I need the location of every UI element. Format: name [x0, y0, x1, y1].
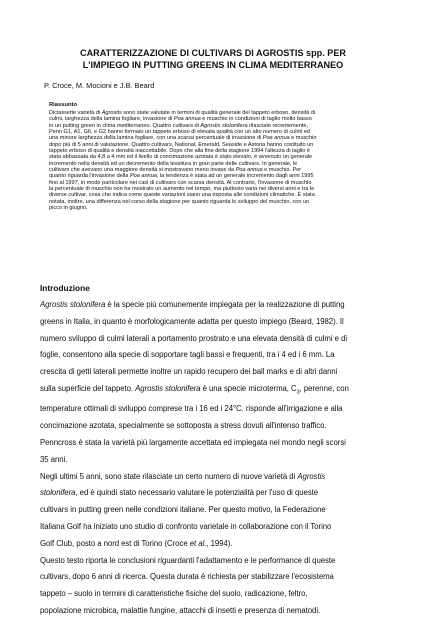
body-line: tappeto – suolo in termini di caratteristiche fisiche del suolo, radicazione, feltro,	[40, 589, 308, 599]
body-line: 35 anni.	[40, 454, 68, 464]
title-line: L'IMPIEGO IN PUTTING GREENS IN CLIMA MEDITERRANEO	[82, 60, 344, 70]
title-line: CARATTERIZZAZIONE DI CULTIVARS DI AGROSTIS spp. PER	[80, 48, 346, 58]
abstract-line: una minore larghezza della lamina fogliare, con una scarsa percentuale di invasione di Poa annua e muschio	[49, 135, 317, 142]
abstract-line: cultivars che avevano una maggiore densità si mostravano meno invase da Poa annua e muschio. Per	[49, 167, 302, 174]
abstract	[49, 102, 379, 212]
body-line: Penncross è stata la varietà più largamente accettata ed impiegata nel mondo negli scorsi	[40, 437, 346, 447]
abstract-line: diverse cultivar, cosa che indica come queste variazioni siano una risposta alle condizioni climatiche. È stata	[49, 192, 315, 199]
introduction-body	[40, 297, 388, 620]
body-line: Agrostis stolonifera è la specie più comunemente impiegata per la realizzazione di putting	[40, 300, 345, 309]
abstract-line: fino al 1997, in modo particolare nei casi di cultivars con scarsa densità. Al contrario, l'invasione di muschio	[49, 179, 312, 186]
abstract-line: stata abbassata da 4,8 a 4 mm ed il livello di concimazione azotata è stato elevato, è avvenuto un generale	[49, 154, 313, 161]
abstract-line: notata, inoltre, una differenza nel corso della stagione per quanto riguarda lo sviluppo del muschio, con un	[49, 198, 310, 205]
body-line: crescita di getti laterali permette inoltre un rapido recupero dei ball marks e di altri danni	[40, 367, 338, 377]
abstract-line: in un putting green in clima mediterraneo. Quattro cultivars di Agrostis stolonifera rilasciate recentemente,	[49, 122, 309, 129]
body-line: Negli ultimi 5 anni, sono state rilasciate un certo numero di nuove varietà di Agrostis	[40, 471, 326, 481]
section-title: Introduzione	[40, 283, 90, 293]
body-line: popolazione microbica, malattie fungine, attacchi di insetti e presenza di nematodi.	[40, 605, 321, 615]
paper-title	[40, 47, 386, 71]
abstract-line: incremento nella densità ed un decremento della tessitura in gran parte delle cultivars. In generale, le	[49, 160, 298, 167]
abstract-line: tappeto erboso di qualità e densità inaccettabile. Dopo che alla fine della stagione 1994 l'altezza di taglio è	[49, 148, 311, 155]
abstract-line: Penn G1, A1, G6, e G2 hanno formato un tappeto erboso di elevata qualità con un alto numero di culmi ed	[49, 129, 311, 136]
abstract-body	[49, 110, 379, 212]
body-line: Italiana Golf ha iniziato uno studio di confronto varietale in collaborazione con il Torino	[40, 521, 332, 531]
abstract-line: la percentuale di muschio non ha mostrato un aumento nel tempo, ma piuttosto varia nei diversi anni e tra le	[49, 186, 315, 193]
body-line: sulla superficie del tappeto. Agrostis stolonifera è una specie microterma, $C_3$, perenne, con	[40, 383, 349, 396]
body-line: cultivars in putting green nelle condizioni italiane. Per questo motivo, la Federazione	[40, 505, 326, 515]
body-line: concimazione azotata, specialmente se sottoposta a stress dovuti all'intenso traffico.	[40, 421, 327, 431]
body-line: Questo testo riporta le conclusioni riguardanti l'adattamento e le performance di queste	[40, 555, 336, 565]
abstract-line: quanto riguarda l'invasione della Poa annua, la tendenza è stata ad un generale incremento dagli anni 1995	[49, 173, 314, 180]
body-line: greens in Italia, in quanto è morfologicamente adatta per questo impiego (Beard, 1982). Il	[40, 316, 344, 326]
abstract-line: picco in giugno.	[49, 205, 88, 212]
authors: P. Croce, M. Mocioni e J.B. Beard	[44, 81, 155, 90]
abstract-heading: Riassunto	[49, 102, 78, 108]
body-line: temperature ottimali di sviluppo comprese tra i 16 ed i 24°C. risponde all'irrigazione e alla	[40, 404, 343, 414]
body-line: Golf Club, posto a nord est di Torino (Croce et al., 1994).	[40, 538, 233, 548]
abstract-line: Diciassette varietà di Agrostis sono state valutate in termini di qualità generale del tappeto erboso, densità di	[49, 110, 316, 116]
abstract-line: dopo più di 5 anni di valutazione. Quattro cultivars, National, Emerald, Seaside e Astoria hanno costituito un	[49, 141, 314, 148]
body-line: cultivars, dopo 6 anni di ricerca. Questa durata è richiesta per stabilizzare l'ecosistema	[40, 572, 334, 582]
body-line: numero sviluppo di culmi laterali a portamento prostrato e una elevata densità di culmi e di	[40, 333, 348, 343]
body-line: stolonifera, ed è quindi stato necessario valutare le potenzialità per l'uso di queste	[40, 488, 319, 498]
body-line: foglie, consentono alla specie di sopportare tagli bassi e frequenti, tra i 4 ed i 6 mm. La	[40, 350, 335, 360]
abstract-line: culmi, larghezza della lamina fogliare, invasione di Poa annua e muschio in condizioni di taglio molto basso	[49, 116, 312, 123]
